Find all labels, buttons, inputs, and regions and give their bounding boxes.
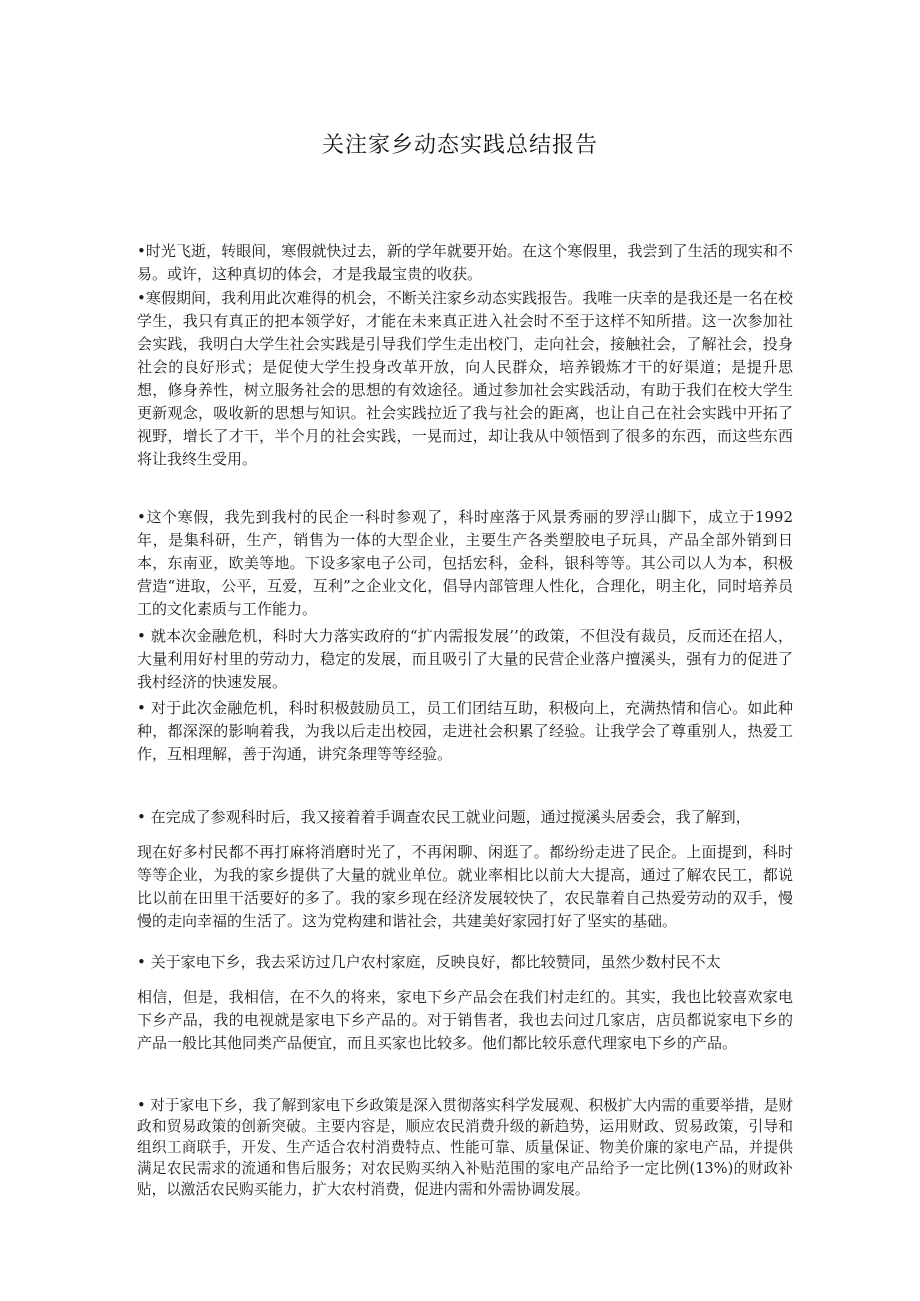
paragraph-6: • 在完成了参观科时后，我又接着着手调查农民工就业问题，通过搅溪头居委会，我了解到，: [137, 808, 751, 826]
paragraph-1: •时光飞逝，转眼间，寒假就快过去，新的学年就要开始。在这个寒假里，我尝到了生活的现实和不易。或许，这种真切的体会，才是我最宝贵的收获。: [137, 242, 793, 283]
paragraph-7: 现在好多村民都不再打麻将消磨时光了，不再闲聊、闲逛了。都纷纷走进了民企。上面提到，科时等等企业，为我的家乡提供了大量的就业单位。就业率相比以前大大提高，通过了解农民工，都说比以前在田里干活要好的多了。我的家乡现在经济发展较快了，农民靠着自己热爱劳动的双手，慢慢的走向幸福的生活了。这为党构建和谐社会，共建美好家园打好了坚实的基础。: [137, 843, 793, 930]
document-title: 关注家乡动态实践总结报告: [321, 133, 598, 158]
paragraph-2: •寒假期间，我利用此次难得的机会，不断关注家乡动态实践报告。我唯一庆幸的是我还是一名在校学生，我只有真正的把本领学好，才能在未来真正进入社会时不至于这样不知所措。这一次参加社会实践，我明白大学生社会实践是引导我们学生走出校门，走向社会，接触社会，了解社会，投身社会的良好形式；是促使大学生投身改革开放，向人民群众，培养锻炼才干的好渠道；是提升思想，修身养性，树立服务社会的思想的有效途径。通过参加社会实践活动，有助于我们在校大学生更新观念，吸收新的思想与知识。社会实践拉近了我与社会的距离，也让自己在社会实践中开拓了视野，增长了才干，半个月的社会实践，一晃而过，却让我从中领悟到了很多的东西，而这些东西将让我终生受用。: [137, 289, 793, 468]
paragraph-8: • 关于家电下乡，我去采访过几户农村家庭，反映良好，都比较赞同，虽然少数村民不太: [137, 953, 721, 971]
paragraph-10: • 对于家电下乡，我了解到家电下乡政策是深入贯彻落实科学发展观、积极扩大内需的重要举措，是财政和贸易政策的创新突破。主要内容是，顺应农民消费升级的新趋势，运用财政、贸易政策，引导和组织工商联手，开发、生产适合农村消费特点、性能可靠、质量保证、物美价廉的家电产品，并提供满足农民需求的流通和售后服务；对农民购买纳入补贴范围的家电产品给予一定比例(13%)的财政补贴，以激活农民购买能力，扩大农村消费，促进内需和外需协调发展。: [137, 1097, 793, 1198]
paragraph-5: • 对于此次金融危机，科时积极鼓励员工，员工们团结互助，积极向上，充满热情和信心。如此种种，都深深的影响着我，为我以后走出校园，走进社会积累了经验。让我学会了尊重别人，热爱工作，互相理解，善于沟通，讲究条理等等经验。: [137, 699, 793, 763]
paragraph-4: • 就本次金融危机，科时大力落实政府的“扩内需报发展’’的政策，不但没有裁员，反而还在招人，大量利用好村里的劳动力，稳定的发展，而且吸引了大量的民营企业落户擅溪头，强有力的促进了我村经济的快速发展。: [137, 627, 793, 691]
paragraph-9: 相信，但是，我相信，在不久的将来，家电下乡产品会在我们村走红的。其实，我也比较喜欢家电下乡产品，我的电视就是家电下乡产品的。对于销售者，我也去问过几家店，店员都说家电下乡的产品一般比其他同类产品便宜，而且买家也比较多。他们都比较乐意代理家电下乡的产品。: [137, 988, 793, 1052]
paragraph-3: •这个寒假，我先到我村的民企一科时参观了，科时座落于风景秀丽的罗浮山脚下，成立于1992年，是集科研，生产，销售为一体的大型企业，主要生产各类塑胶电子玩具，产品全部外销到日本，东南亚，欧美等地。下设多家电子公司，包括宏科，金科，银科等等。其公司以人为本，积极营造“进取，公平，互爱，互利”之企业文化，倡导内部管理人性化，合理化，明主化，同时培养员工的文化素质与工作能力。: [137, 508, 793, 618]
